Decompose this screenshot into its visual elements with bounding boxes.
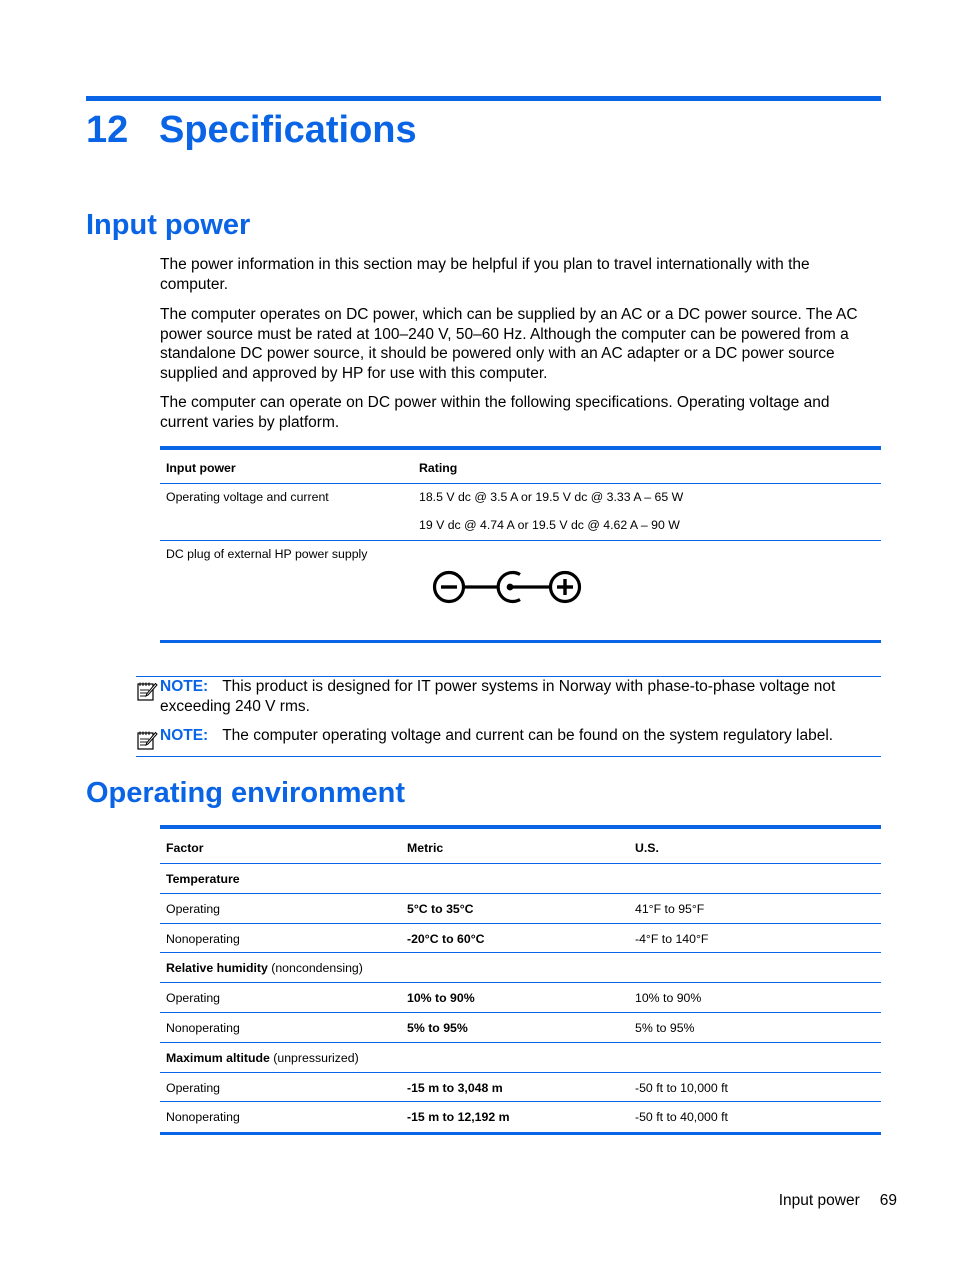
table-row: [160, 1073, 881, 1103]
metric-cell: -15 m to 12,192 m: [407, 1110, 510, 1125]
chapter-title: [86, 106, 417, 154]
us-cell: 41°F to 95°F: [635, 901, 705, 916]
factor-cell: Operating: [166, 901, 221, 916]
input-power-heading: Input power: [86, 209, 251, 241]
table-header-row: [160, 829, 881, 864]
table-row: [160, 541, 881, 640]
dc-polarity-symbol-icon: [431, 569, 583, 605]
group-title: Relative humidity (noncondensing): [166, 961, 363, 976]
chapter-rule: [86, 96, 881, 101]
note-label: NOTE:: [160, 678, 209, 695]
page-footer: [779, 1192, 897, 1210]
group-title: Temperature: [166, 872, 240, 886]
note-text: The computer operating voltage and current can be found on the system regulatory label.: [222, 727, 834, 744]
operating-environment-table: [160, 825, 881, 1135]
rating-value: 18.5 V dc @ 3.5 A or 19.5 V dc @ 3.33 A – 65 W: [419, 490, 684, 504]
row-label: DC plug of external HP power supply: [166, 547, 368, 561]
column-header: Rating: [419, 461, 458, 475]
group-title: Maximum altitude (unpressurized): [166, 1050, 359, 1065]
us-cell: -50 ft to 40,000 ft: [635, 1110, 728, 1125]
page-number: 69: [879, 1192, 897, 1209]
table-row: [160, 1013, 881, 1043]
factor-cell: Operating: [166, 991, 221, 1006]
table-row: [160, 983, 881, 1013]
note-text: This product is designed for IT power systems in Norway with phase-to-phase voltage not exceeding 240 V rms.: [160, 678, 836, 715]
note-pad-icon: [136, 680, 158, 702]
note-box: [136, 726, 881, 757]
paragraph: The computer can operate on DC power within the following specifications. Operating voltage and current varies by platform.: [160, 394, 830, 431]
table-row: [160, 1102, 881, 1132]
note-box: [136, 676, 881, 726]
metric-cell: 5°C to 35°C: [407, 901, 474, 916]
metric-cell: 5% to 95%: [407, 1020, 468, 1035]
chapter-title-text: Specifications: [159, 109, 417, 151]
table-row: [160, 484, 881, 541]
column-header: Factor: [166, 841, 204, 855]
row-label: Operating voltage and current: [166, 490, 329, 504]
rating-value: 19 V dc @ 4.74 A or 19.5 V dc @ 4.62 A – 90 W: [419, 518, 680, 532]
operating-environment-heading: Operating environment: [86, 777, 406, 809]
chapter-number: 12: [86, 109, 129, 151]
metric-cell: -15 m to 3,048 m: [407, 1080, 503, 1095]
factor-cell: Nonoperating: [166, 1020, 240, 1035]
note-body: [160, 726, 870, 746]
paragraph: The power information in this section may be helpful if you plan to travel internationally with the computer.: [160, 256, 810, 293]
note-pad-icon: [136, 729, 158, 751]
us-cell: -50 ft to 10,000 ft: [635, 1080, 728, 1095]
column-header: Input power: [166, 461, 236, 475]
us-cell: -4°F to 140°F: [635, 931, 709, 946]
us-cell: 5% to 95%: [635, 1020, 695, 1035]
note-body: [160, 677, 870, 716]
group-header-row: [160, 953, 881, 983]
table-bottom-rule: [160, 640, 881, 643]
group-header-row: [160, 1043, 881, 1073]
factor-cell: Nonoperating: [166, 931, 240, 946]
table-header-row: [160, 450, 881, 484]
footer-section: Input power: [778, 1192, 860, 1209]
group-header-row: [160, 864, 881, 894]
factor-cell: Nonoperating: [166, 1110, 240, 1125]
factor-cell: Operating: [166, 1080, 221, 1095]
paragraph: The computer operates on DC power, which can be supplied by an AC or a DC power source. The AC power source must be rated at 100–240 V, 50–60 Hz. Although the computer can be powered from a standalone DC power source, it should be powered only with an AC adapter or a DC power source supplied and approved by HP for use with this computer.: [160, 306, 858, 382]
column-header: Metric: [407, 841, 444, 855]
input-power-table: [160, 446, 881, 643]
note-label: NOTE:: [160, 727, 209, 744]
metric-cell: -20°C to 60°C: [407, 931, 485, 946]
table-bottom-rule: [160, 1132, 881, 1135]
table-row: [160, 924, 881, 954]
table-row: [160, 894, 881, 924]
metric-cell: 10% to 90%: [407, 991, 475, 1006]
us-cell: 10% to 90%: [635, 991, 702, 1006]
column-header: U.S.: [635, 841, 659, 855]
